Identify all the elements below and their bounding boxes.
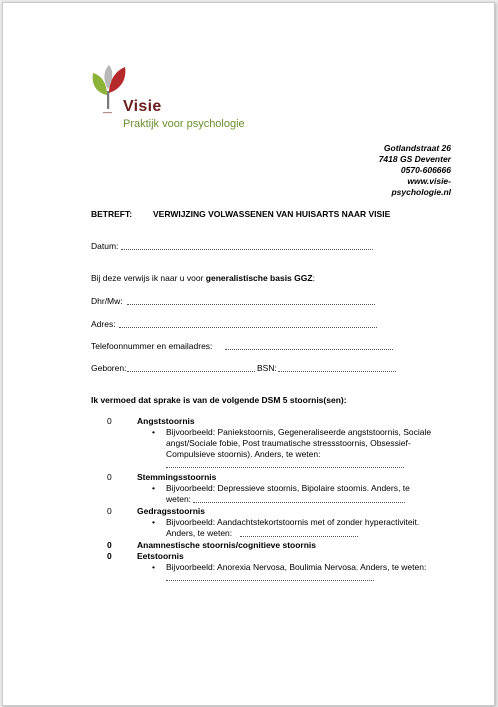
logo-name: Visie: [123, 98, 162, 115]
item-text-line: angst/Sociale fobie, Post traumatische stressstoornis, Obsessief-: [166, 438, 411, 448]
adres-field[interactable]: [119, 319, 377, 328]
bullet-icon: •: [152, 427, 155, 437]
geboren-label: Geboren:: [91, 363, 127, 373]
logo-subtitle: Praktijk voor psychologie: [123, 118, 245, 130]
item-text-line: Bijvoorbeeld: Depressieve stoornis, Bipolaire stoornis. Anders, te: [166, 483, 410, 493]
checkbox-eetstoornis[interactable]: 0: [107, 551, 112, 561]
telefoon-label: Telefoonnummer en emailadres:: [91, 341, 213, 351]
intro-text: Bij deze verwijs ik naar u voor generalistische basis GGZ:: [91, 273, 315, 283]
bsn-field[interactable]: [278, 363, 396, 372]
checkbox-angststoornis[interactable]: 0: [107, 416, 112, 426]
checkbox-gedragsstoornis[interactable]: 0: [107, 506, 112, 516]
betreft-value: VERWIJZING VOLWASSENEN VAN HUISARTS NAAR VISIE: [153, 209, 391, 219]
address-city: 7418 GS Deventer: [378, 154, 451, 164]
item-text-line: Bijvoorbeeld: Anorexia Nervosa, Boulimia Nervosa. Anders, te weten:: [166, 562, 427, 572]
dsm-heading: Ik vermoed dat sprake is van de volgende DSM 5 stoornis(sen):: [91, 395, 347, 405]
datum-label: Datum:: [91, 241, 119, 251]
stemmingsstoornis-field[interactable]: [193, 494, 405, 503]
bsn-label: BSN:: [257, 363, 277, 373]
item-title-eetstoornis: Eetstoornis: [137, 551, 184, 561]
dhr-field[interactable]: [127, 296, 375, 305]
item-title-stemmingsstoornis: Stemmingsstoornis: [137, 472, 217, 482]
betreft-label: BETREFT:: [91, 209, 133, 219]
eetstoornis-field[interactable]: [166, 572, 374, 581]
address-street: Gotlandstraat 26: [383, 143, 451, 153]
checkbox-stemmingsstoornis[interactable]: 0: [107, 472, 112, 482]
address-website-2: psychologie.nl: [391, 187, 451, 197]
item-title-anamnestische: Anamnestische stoornis/cognitieve stoornis: [137, 540, 317, 550]
gedragsstoornis-field[interactable]: [240, 528, 358, 537]
dhr-label: Dhr/Mw:: [91, 296, 123, 306]
item-text-line: Anders, te weten:: [166, 528, 233, 538]
item-title-gedragsstoornis: Gedragsstoornis: [137, 506, 206, 516]
telefoon-field[interactable]: [225, 341, 393, 350]
adres-label: Adres:: [91, 319, 116, 329]
address-phone: 0570-606666: [400, 165, 451, 175]
bullet-icon: •: [152, 562, 155, 572]
address-block: [379, 143, 451, 198]
document-page: [2, 2, 495, 706]
bullet-icon: •: [152, 483, 155, 493]
item-title-angststoornis: Angststoornis: [137, 416, 195, 426]
logo-dash: _: [103, 98, 112, 115]
datum-field[interactable]: [121, 241, 373, 250]
item-text-line: Bijvoorbeeld: Paniekstoornis, Gegeneraliseerde angststoornis, Sociale: [166, 427, 432, 437]
geboren-field[interactable]: [127, 363, 255, 372]
checkbox-anamnestische[interactable]: 0: [107, 540, 112, 550]
address-website-1: www.visie-: [407, 176, 451, 186]
bullet-icon: •: [152, 517, 155, 527]
item-text-line: Compulsieve stoornis). Anders, te weten:: [166, 449, 321, 459]
angststoornis-field[interactable]: [166, 459, 404, 468]
item-text-line: Bijvoorbeeld: Aandachtstekortstoornis met of zonder hyperactiviteit.: [166, 517, 420, 527]
item-text-line: weten:: [166, 494, 192, 504]
